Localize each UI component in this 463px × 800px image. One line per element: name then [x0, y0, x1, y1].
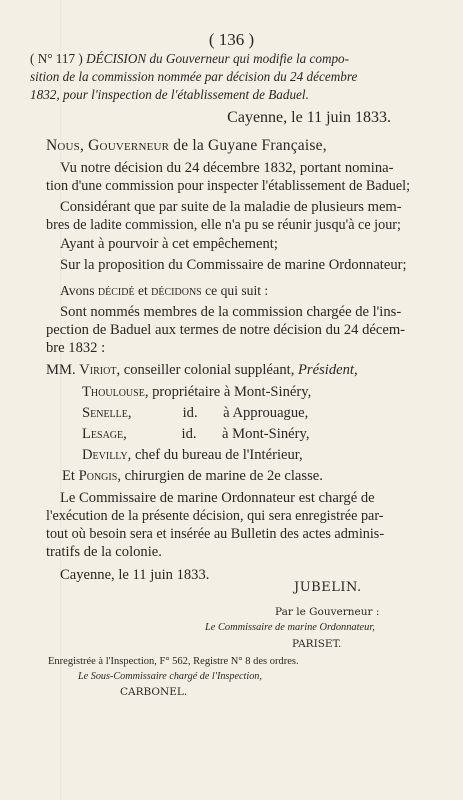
vu-line-2: tion d'une commission pour inspecter l'établissement de Baduel;: [46, 178, 411, 194]
title-decision-word: DÉCISION: [86, 51, 147, 66]
sont-line-3: bre 1832 :: [46, 340, 106, 356]
member-row: Lesage, id. à Mont-Sinéry,: [82, 426, 310, 442]
gouverneur-word: Gouverneur: [88, 137, 170, 154]
member-role: Président: [298, 362, 354, 378]
sont-line-2: pection de Baduel aux termes de notre décision du 24 décem-: [46, 322, 406, 338]
member-name: Senelle: [82, 405, 128, 421]
member-name: Devilly: [82, 447, 128, 463]
sous-commissaire-line: Le Sous-Commissaire chargé de l'Inspection,: [78, 671, 262, 682]
commissaire-ordonnateur: Le Commissaire de marine Ordonnateur,: [205, 622, 375, 633]
page-number: ( 136 ): [208, 30, 255, 49]
signature-jubelin: JUBELIN.: [294, 580, 362, 595]
nous-word: Nous: [46, 137, 80, 154]
nous-rest: de la Guyane Française,: [169, 137, 327, 154]
member-name: Viriot: [79, 362, 117, 378]
member-name: Pongis: [78, 468, 118, 484]
member-row: MM. Viriot, conseiller colonial suppléant, Président,: [46, 362, 358, 378]
date-line: Cayenne, le 11 juin 1833.: [227, 109, 391, 126]
title-number: ( N° 117 ): [30, 51, 83, 66]
decide-word: décidé: [97, 283, 135, 298]
member-row: Et Pongis, chirurgien de marine de 2e classe.: [62, 468, 323, 484]
member-row: Thoulouse, propriétaire à Mont-Sinéry,: [82, 384, 312, 400]
member-row: Senelle, id. à Approuague,: [82, 405, 309, 421]
considerant-line-1: Considérant que par suite de la maladie de plusieurs mem-: [60, 199, 402, 215]
sur-line: Sur la proposition du Commissaire de marine Ordonnateur;: [60, 257, 407, 273]
paper-fold: [60, 0, 61, 800]
member-name: Thoulouse: [82, 384, 145, 400]
decidons-word: décidons: [151, 283, 202, 298]
title-line-1-rest: du Gouverneur qui modifie la compo-: [146, 51, 350, 66]
date-line-2: Cayenne, le 11 juin 1833.: [60, 567, 210, 583]
member-row: Devilly, chef du bureau de l'Intérieur,: [82, 447, 303, 463]
closing-line-4: tratifs de la colonie.: [46, 544, 162, 560]
signature-pariset: PARISET.: [292, 638, 342, 650]
signature-carbonel: CARBONEL.: [120, 686, 188, 698]
avons-line: Avons décidé et décidons ce qui suit :: [60, 283, 269, 298]
title-line-3: 1832, pour l'inspection de l'établissement de Baduel.: [30, 87, 309, 102]
member-name: Lesage: [82, 426, 124, 442]
title-line-2: sition de la commission nommée par décision du 24 décembre: [30, 69, 358, 84]
decision-title: [30, 50, 430, 104]
sont-line-1: Sont nommés membres de la commission chargée de l'ins-: [60, 304, 402, 320]
considerant-line-2: bres de ladite commission, elle n'a pu se réunir jusqu'à ce jour;: [46, 217, 401, 233]
nous-gouverneur-line: Nous, Gouverneur de la Guyane Française,: [46, 137, 327, 154]
ayant-line: Ayant à pourvoir à cet empêchement;: [60, 236, 278, 252]
vu-line-1: Vu notre décision du 24 décembre 1832, portant nomina-: [60, 160, 394, 176]
closing-line-2: l'exécution de la présente décision, qui sera enregistrée par-: [46, 508, 384, 524]
closing-line-1: Le Commissaire de marine Ordonnateur est chargé de: [60, 490, 375, 506]
enregistree-line: Enregistrée à l'Inspection, F° 562, Registre N° 8 des ordres.: [48, 656, 299, 667]
closing-line-3: tout où besoin sera et insérée au Bulletin des actes adminis-: [46, 526, 385, 542]
par-le-gouverneur: Par le Gouverneur :: [275, 606, 380, 618]
